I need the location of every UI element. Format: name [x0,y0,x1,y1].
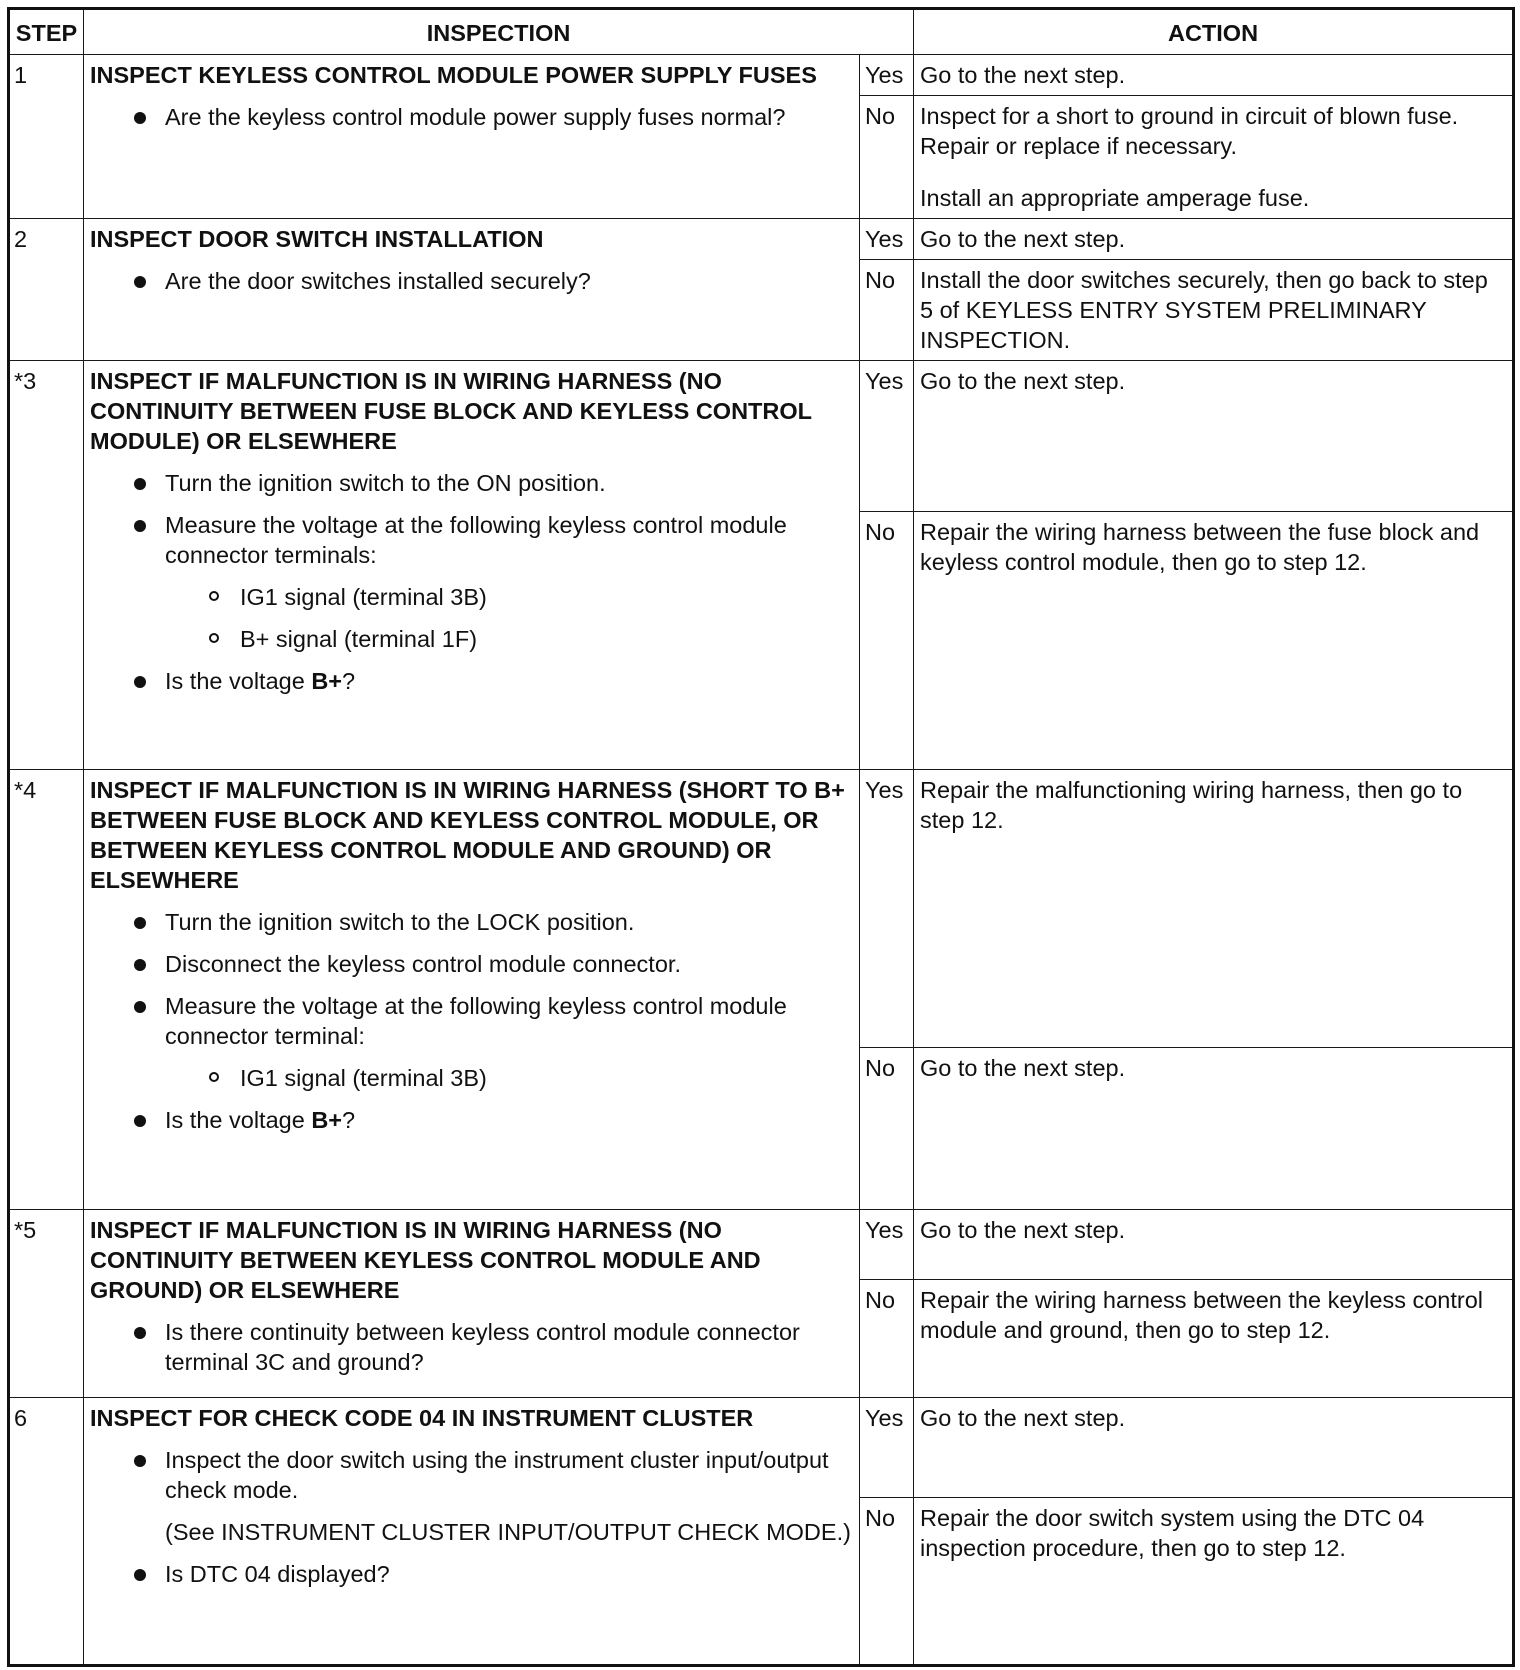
inspection-cell [84,770,860,1210]
table-row [9,1398,1514,1498]
no-label: No [860,260,914,361]
no-label: No [860,1048,914,1210]
circle-bullet-icon [209,591,219,601]
bullet-icon [134,676,146,688]
bullet-item: Is the voltage B+? [90,1105,853,1135]
no-action: Go to the next step. [914,1048,1514,1210]
bullet-icon [134,112,146,124]
yes-label: Yes [860,361,914,512]
circle-bullet-icon [209,633,219,643]
bullet-item: Turn the ignition switch to the LOCK position. [90,907,853,937]
no-action: Repair the wiring harness between the fuse block and keyless control module, then go to step 12. [914,512,1514,770]
yes-action: Go to the next step. [914,1210,1514,1280]
yes-action: Go to the next step. [914,55,1514,96]
bullet-item: Are the door switches installed securely? [90,266,853,296]
yes-label: Yes [860,55,914,96]
inspection-title: INSPECT KEYLESS CONTROL MODULE POWER SUPPLY FUSES [90,62,817,88]
yes-label: Yes [860,770,914,1048]
yes-action: Go to the next step. [914,219,1514,260]
bullet-icon [134,520,146,532]
yes-action: Go to the next step. [914,1398,1514,1498]
yes-label: Yes [860,1398,914,1498]
sub-bullet-item: IG1 signal (terminal 3B) [90,1063,853,1093]
bullet-icon [134,276,146,288]
header-row [9,9,1514,55]
bullet-icon [134,478,146,490]
inspection-cell [84,361,860,770]
table-row [9,219,1514,260]
step-number: *4 [9,770,84,1210]
no-action: Repair the wiring harness between the keyless control module and ground, then go to step 12. [914,1280,1514,1398]
step-number: *5 [9,1210,84,1398]
bullet-item: Disconnect the keyless control module connector. [90,949,853,979]
table-row [9,770,1514,1048]
bullet-icon [134,917,146,929]
bullet-item: Measure the voltage at the following keyless control module connector terminals: [90,510,853,570]
bullet-item: Measure the voltage at the following keyless control module connector terminal: [90,991,853,1051]
no-label: No [860,1498,914,1666]
bullet-item: Turn the ignition switch to the ON position. [90,468,853,498]
inspection-title: INSPECT DOOR SWITCH INSTALLATION [90,226,544,252]
header-inspection: INSPECTION [84,9,914,55]
table-row [9,1210,1514,1280]
no-action: Repair the door switch system using the DTC 04 inspection procedure, then go to step 12. [914,1498,1514,1666]
bullet-item: Is DTC 04 displayed? [90,1559,853,1589]
no-action: Inspect for a short to ground in circuit of blown fuse. Repair or replace if necessary. Install an appropriate amperage fuse. [914,96,1514,219]
yes-action: Go to the next step. [914,361,1514,512]
bullet-icon [134,959,146,971]
bullet-item: Inspect the door switch using the instrument cluster input/output check mode. [90,1445,853,1505]
header-action: ACTION [914,9,1514,55]
step-number: 1 [9,55,84,219]
bullet-item: Is there continuity between keyless control module connector terminal 3C and ground? [90,1317,853,1377]
no-label: No [860,512,914,770]
table-row [9,361,1514,512]
inspection-cell [84,219,860,361]
inspection-title: INSPECT FOR CHECK CODE 04 IN INSTRUMENT CLUSTER [90,1405,754,1431]
bullet-icon [134,1327,146,1339]
step-number: 6 [9,1398,84,1666]
header-step: STEP [9,9,84,55]
inspection-title: INSPECT IF MALFUNCTION IS IN WIRING HARNESS (NO CONTINUITY BETWEEN FUSE BLOCK AND KEYLESS CONTROL MODULE) OR ELSEWHERE [90,368,812,454]
yes-label: Yes [860,219,914,260]
inspection-title: INSPECT IF MALFUNCTION IS IN WIRING HARNESS (SHORT TO B+ BETWEEN FUSE BLOCK AND KEYLESS CONTROL MODULE, OR BETWEEN KEYLESS CONTROL MODULE AND GROUND) OR ELSEWHERE [90,777,845,893]
step-number: *3 [9,361,84,770]
table-row [9,55,1514,96]
sub-bullet-item: B+ signal (terminal 1F) [90,624,853,654]
bullet-icon [134,1115,146,1127]
bullet-icon [134,1569,146,1581]
yes-action: Repair the malfunctioning wiring harness, then go to step 12. [914,770,1514,1048]
inspection-table [7,7,1515,1667]
no-label: No [860,96,914,219]
inspection-cell [84,1398,860,1666]
bullet-icon [134,1455,146,1467]
bullet-item: Is the voltage B+? [90,666,853,696]
circle-bullet-icon [209,1072,219,1082]
no-action: Install the door switches securely, then go back to step 5 of KEYLESS ENTRY SYSTEM PRELIMINARY INSPECTION. [914,260,1514,361]
step-number: 2 [9,219,84,361]
reference-note: (See INSTRUMENT CLUSTER INPUT/OUTPUT CHECK MODE.) [165,1519,851,1545]
inspection-title: INSPECT IF MALFUNCTION IS IN WIRING HARNESS (NO CONTINUITY BETWEEN KEYLESS CONTROL MODULE AND GROUND) OR ELSEWHERE [90,1217,761,1303]
inspection-cell [84,1210,860,1398]
inspection-cell [84,55,860,219]
sub-bullet-item: IG1 signal (terminal 3B) [90,582,853,612]
bullet-icon [134,1001,146,1013]
yes-label: Yes [860,1210,914,1280]
no-label: No [860,1280,914,1398]
bullet-item: Are the keyless control module power supply fuses normal? [90,102,853,132]
